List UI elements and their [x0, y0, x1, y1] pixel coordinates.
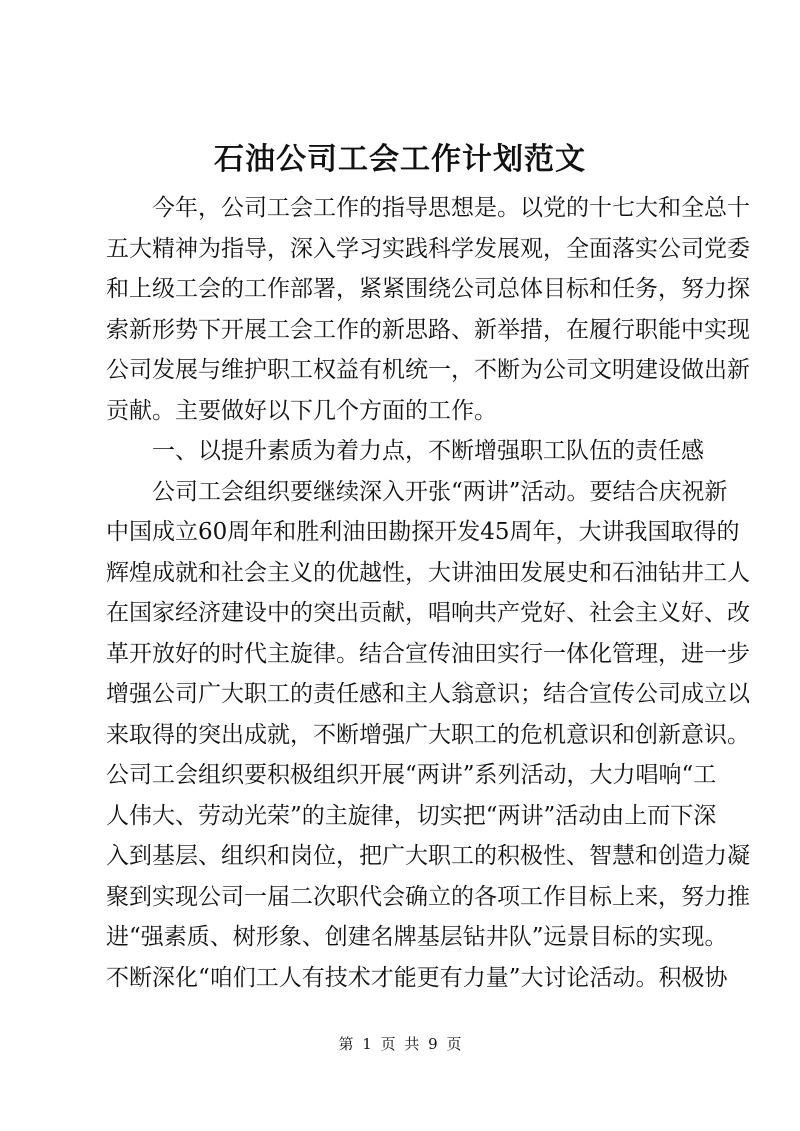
paragraph-line: 革开放好的时代主旋律。结合宣传油田实行一体化管理，进一步	[106, 640, 750, 667]
paragraph-line: 来取得的突出成就，不断增强广大职工的危机意识和创新意识。	[106, 721, 750, 748]
paragraph-line: 和上级工会的工作部署，紧紧围绕公司总体目标和任务，努力探	[106, 276, 750, 302]
paragraph-line: 中国成立60周年和胜利油田勘探开发45周年，大讲我国取得的	[106, 519, 740, 545]
paragraph-line: 公司工会组织要继续深入开张“两讲”活动。要结合庆祝新	[152, 478, 728, 505]
paragraph-line: 贡献。主要做好以下几个方面的工作。	[106, 397, 497, 424]
paragraph-line: 增强公司广大职工的责任感和主人翁意识；结合宣传公司成立以	[106, 681, 750, 707]
paragraph-line: 公司工会组织要积极组织开展“两讲”系列活动，大力唱响“工	[106, 762, 717, 788]
document-title: 石油公司工会工作计划范文	[214, 142, 586, 177]
paragraph-line: 聚到实现公司一届二次职代会确立的各项工作目标上来，努力推	[106, 883, 750, 910]
document-body	[106, 188, 750, 998]
paragraph-line: 不断深化“咱们工人有技术才能更有力量”大讨论活动。积极协	[106, 964, 728, 991]
section-heading: 一、以提升素质为着力点，不断增强职工队伍的责任感	[152, 438, 704, 464]
paragraph-line: 辉煌成就和社会主义的优越性，大讲油田发展史和石油钻井工人	[106, 559, 750, 586]
paragraph-line: 在国家经济建设中的突出贡献，唱响共产党好、社会主义好、改	[106, 600, 750, 626]
paragraph-line: 进“强素质、树形象、创建名牌基层钻井队”远景目标的实现。	[106, 924, 728, 950]
paragraph-line: 人伟大、劳动光荣”的主旋律，切实把“两讲”活动由上而下深	[106, 802, 717, 829]
paragraph-line: 索新形势下开展工会工作的新思路、新举措，在履行职能中实现	[106, 316, 750, 343]
paragraph-line: 今年，公司工会工作的指导思想是。以党的十七大和全总十	[152, 195, 750, 221]
paragraph-line: 入到基层、组织和岗位，把广大职工的积极性、智慧和创造力凝	[106, 843, 750, 869]
paragraph-line: 公司发展与维护职工权益有机统一，不断为公司文明建设做出新	[106, 357, 750, 383]
page-number-footer: 第 1 页 共 9 页	[338, 1035, 462, 1053]
paragraph-line: 五大精神为指导，深入学习实践科学发展观，全面落实公司党委	[106, 235, 750, 262]
